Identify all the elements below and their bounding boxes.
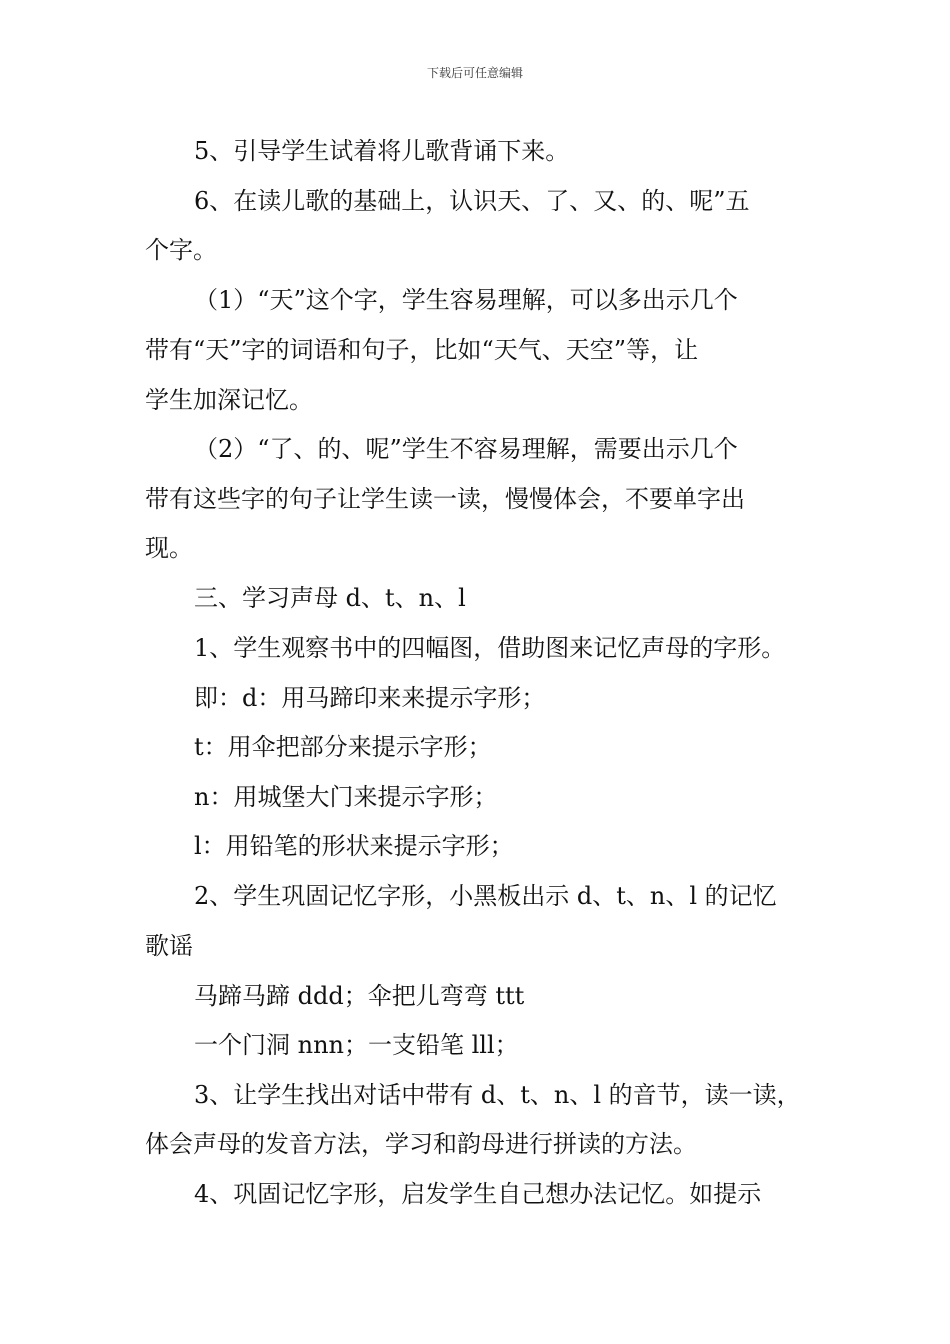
- paragraph-line: （1）“天”这个字，学生容易理解，可以多出示几个: [194, 286, 738, 314]
- paragraph-line: 6、在读儿歌的基础上，认识天、了、又、的、呢”五: [194, 187, 750, 215]
- paragraph-line: n：用城堡大门来提示字形；: [194, 783, 498, 811]
- paragraph-line: 一个门洞 nnn；一支铅笔 lll；: [194, 1031, 519, 1059]
- paragraph-line: 2、学生巩固记忆字形，小黑板出示 d、t、n、l 的记忆: [194, 882, 777, 910]
- paragraph-line: （2）“了、的、呢”学生不容易理解，需要出示几个: [194, 435, 738, 463]
- page-header: 下载后可任意编辑: [426, 66, 523, 80]
- paragraph-line: 马蹄马蹄 ddd；伞把儿弯弯 ttt: [194, 982, 525, 1010]
- paragraph-line: 1、学生观察书中的四幅图，借助图来记忆声母的字形。: [194, 634, 786, 662]
- paragraph-line: 现。: [145, 534, 193, 562]
- paragraph-line: 4、巩固记忆字形，启发学生自己想办法记忆。如提示: [194, 1180, 762, 1208]
- paragraph-line: 5、引导学生试着将儿歌背诵下来。: [194, 137, 570, 165]
- paragraph-line: 歌谣: [145, 932, 193, 960]
- paragraph-line: t：用伞把部分来提示字形；: [194, 733, 492, 761]
- paragraph-line: 即：d：用马蹄印来来提示字形；: [194, 684, 546, 712]
- section-heading: 三、学习声母 d、t、n、l: [194, 584, 466, 612]
- paragraph-line: 3、让学生找出对话中带有 d、t、n、l 的音节，读一读，: [194, 1081, 801, 1109]
- paragraph-line: 体会声母的发音方法，学习和韵母进行拼读的方法。: [145, 1130, 697, 1158]
- paragraph-line: 带有“天”字的词语和句子，比如“天气、天空”等，让: [145, 336, 699, 364]
- paragraph-line: 个字。: [145, 236, 217, 264]
- paragraph-line: l：用铅笔的形状来提示字形；: [194, 832, 514, 860]
- paragraph-line: 带有这些字的句子让学生读一读，慢慢体会，不要单字出: [145, 485, 745, 513]
- paragraph-line: 学生加深记忆。: [145, 386, 313, 414]
